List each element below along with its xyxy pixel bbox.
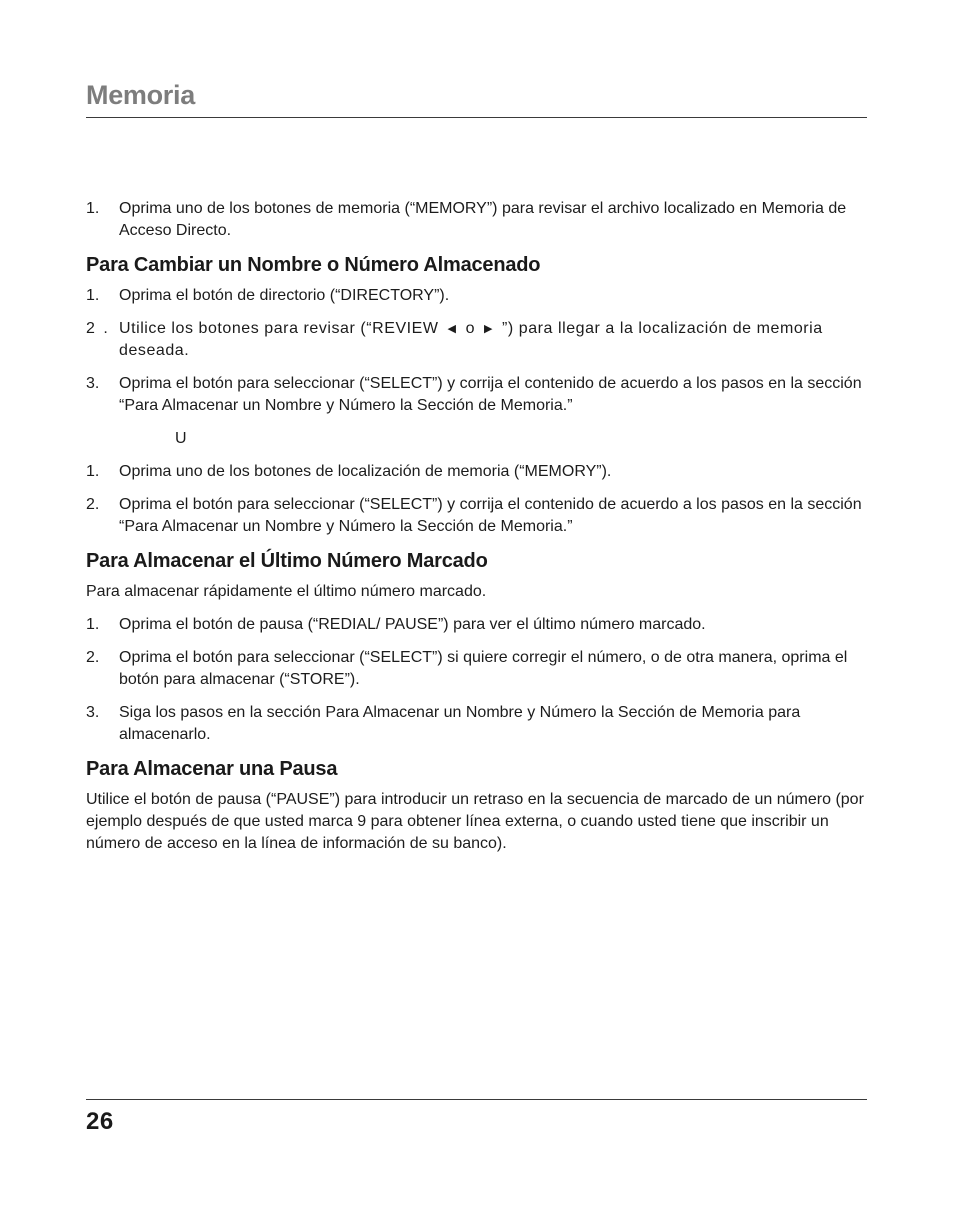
item-number: 1. <box>86 616 100 633</box>
list-item <box>86 494 867 538</box>
right-arrow-icon: ▶ <box>484 323 494 335</box>
item-number: 2. <box>86 649 100 666</box>
item-text-before: Utilice los botones para revisar (“REVIEW <box>119 320 439 337</box>
list-item <box>86 198 867 242</box>
list-item <box>86 647 867 691</box>
item-text: Oprima el botón para seleccionar (“SELECT”) si quiere corregir el número, o de otra manera, oprima el botón para almacenar (“STORE”). <box>119 649 848 688</box>
item-number: 1. <box>86 200 100 217</box>
section-body-text: Utilice el botón de pausa (“PAUSE”) para introducir un retraso en la secuencia de marcado de un número (por ejemplo después de que usted marca 9 para obtener línea externa, o cuando usted tiene que inscribir un número de acceso en la línea de información de su banco). <box>86 791 864 852</box>
item-number: 1. <box>86 287 100 304</box>
page-title: Memoria <box>86 80 195 110</box>
list-item <box>86 702 867 746</box>
page-content <box>86 198 867 866</box>
item-number: 2 . <box>86 320 110 337</box>
list-item <box>86 373 867 417</box>
section-intro-text: Para almacenar rápidamente el último número marcado. <box>86 583 487 600</box>
item-text: Oprima uno de los botones de localización de memoria (“MEMORY”). <box>119 463 612 480</box>
item-conjunction: o <box>465 320 476 337</box>
section-heading-pause: Para Almacenar una Pausa <box>86 758 338 780</box>
item-text: Siga los pasos en la sección Para Almacenar un Nombre y Número la Sección de Memoria para almacenarlo. <box>119 704 801 743</box>
item-text: Oprima el botón para seleccionar (“SELECT”) y corrija el contenido de acuerdo a los pasos en la sección “Para Almacenar un Nombre y Número la Sección de Memoria.” <box>119 375 862 414</box>
footer-divider <box>86 1099 867 1100</box>
item-text-after: ”) para llegar a la localización de memoria deseada. <box>119 320 823 359</box>
header-divider <box>86 117 867 118</box>
page-number: 26 <box>86 1108 114 1135</box>
section-heading-change: Para Cambiar un Nombre o Número Almacenado <box>86 254 541 276</box>
item-number: 2. <box>86 496 100 513</box>
list-item <box>86 318 867 362</box>
item-text: Oprima el botón para seleccionar (“SELECT”) y corrija el contenido de acuerdo a los pasos en la sección “Para Almacenar un Nombre y Número la Sección de Memoria.” <box>119 496 862 535</box>
list-item <box>86 614 867 636</box>
item-text: Oprima el botón de pausa (“REDIAL/ PAUSE”) para ver el último número marcado. <box>119 616 706 633</box>
item-number: 1. <box>86 463 100 480</box>
item-text: Oprima uno de los botones de memoria (“MEMORY”) para revisar el archivo localizado en Memoria de Acceso Directo. <box>119 200 847 239</box>
left-arrow-icon: ◀ <box>447 323 457 335</box>
section-heading-last-number: Para Almacenar el Último Número Marcado <box>86 550 488 572</box>
subsection-label: U <box>175 430 187 447</box>
item-number: 3. <box>86 375 100 392</box>
item-text: Oprima el botón de directorio (“DIRECTORY”). <box>119 287 450 304</box>
list-item <box>86 461 867 483</box>
list-item <box>86 285 867 307</box>
item-number: 3. <box>86 704 100 721</box>
